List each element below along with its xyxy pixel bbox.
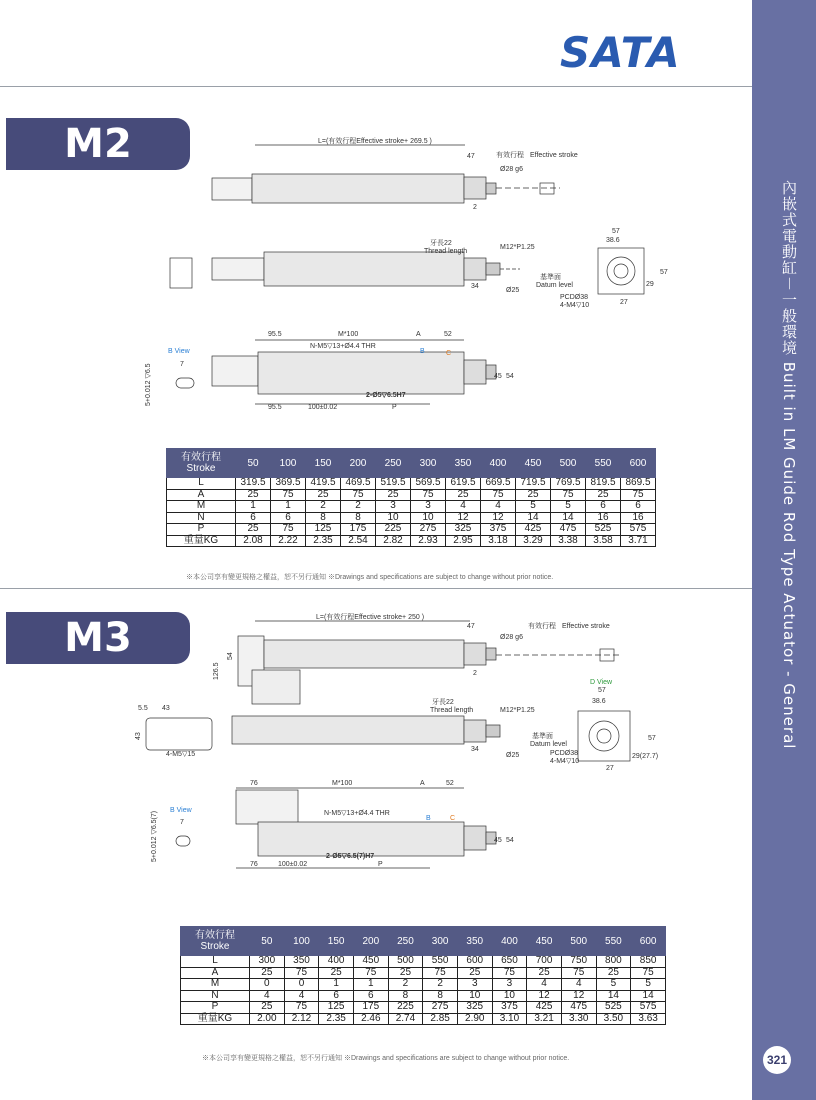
m2-d25: Ø25 — [506, 287, 520, 294]
m3-stroke-en: Effective stroke — [562, 623, 610, 630]
table-cell: 6 — [271, 512, 306, 524]
stroke-header-cell: 250 — [376, 449, 411, 478]
row-label: A — [181, 967, 250, 979]
row-label: A — [167, 489, 236, 501]
table-cell: 75 — [481, 489, 516, 501]
table-cell: 475 — [551, 524, 586, 536]
m3-tag: M3 — [6, 612, 190, 664]
table-cell: 1 — [271, 501, 306, 513]
table-cell: 75 — [631, 967, 666, 979]
table-cell: 2.22 — [271, 535, 306, 547]
stroke-header-cell: 450 — [527, 927, 562, 956]
table-cell: 3 — [376, 501, 411, 513]
table-cell: 75 — [561, 967, 596, 979]
table-cell: 3.30 — [561, 1013, 596, 1025]
table-cell: 600 — [457, 956, 492, 968]
m3-m100: M*100 — [332, 780, 353, 787]
table-cell: 2.74 — [388, 1013, 423, 1025]
m2-holes: 4-M4▽10 — [560, 302, 590, 309]
m2-thread-zh: 牙長22 — [430, 240, 452, 247]
m3-c: C — [450, 815, 456, 822]
m3-d126-5: 126.5 — [213, 662, 220, 680]
table-cell: 25 — [306, 489, 341, 501]
table-cell: 8 — [341, 512, 376, 524]
m2-d29: 29 — [646, 281, 654, 288]
m2-stroke-header: 有效行程 Stroke — [167, 449, 236, 478]
table-cell: 75 — [551, 489, 586, 501]
table-cell: 25 — [446, 489, 481, 501]
table-cell: 12 — [561, 990, 596, 1002]
m2-d54: 54 — [506, 373, 514, 380]
row-label: P — [181, 1002, 250, 1014]
table-cell: 300 — [250, 956, 285, 968]
m2-d27: 27 — [620, 299, 628, 306]
m3-l-formula: L=(有效行程Effective stroke+ 250 ) — [316, 614, 425, 621]
table-cell: 275 — [411, 524, 446, 536]
table-cell: 6 — [586, 501, 621, 513]
table-cell: 325 — [446, 524, 481, 536]
brand-logo: SATA — [560, 28, 681, 77]
table-cell: 3.50 — [596, 1013, 631, 1025]
table-cell: 2 — [423, 979, 458, 991]
table-cell: 6 — [236, 512, 271, 524]
table-cell: 2.35 — [306, 535, 341, 547]
table-cell: 25 — [250, 967, 285, 979]
m3-b: B — [426, 815, 431, 822]
m3-d7: 7 — [180, 819, 184, 826]
m2-l-formula: L=(有效行程Effective stroke+ 269.5 ) — [318, 138, 432, 145]
m2-d57v: 57 — [660, 269, 668, 276]
m2-slot: 5+0.012 ▽6.5 — [145, 363, 152, 406]
m3-thread-zh: 牙長22 — [432, 699, 454, 706]
table-cell: 1 — [353, 979, 388, 991]
table-cell: 225 — [376, 524, 411, 536]
m3-da: A — [420, 780, 425, 787]
table-cell: 25 — [250, 1002, 285, 1014]
table-row — [181, 979, 666, 991]
stroke-header-cell: 250 — [388, 927, 423, 956]
table-cell: 1 — [319, 979, 354, 991]
row-label: L — [167, 478, 236, 490]
table-cell: 75 — [271, 489, 306, 501]
m2-tag: M2 — [6, 118, 190, 170]
m2-datum-zh: 基準面 — [540, 274, 561, 281]
table-cell: 319.5 — [236, 478, 271, 490]
m2-thread-en: Thread length — [424, 248, 468, 255]
table-cell: 75 — [411, 489, 446, 501]
table-cell: 869.5 — [621, 478, 656, 490]
table-cell: 3 — [492, 979, 527, 991]
stroke-header-cell: 150 — [319, 927, 354, 956]
m2-nm5: N-M5▽13+Ø4.4 THR — [310, 343, 376, 350]
row-label: 重量KG — [167, 535, 236, 547]
m3-dp: P — [378, 861, 383, 868]
row-label: N — [181, 990, 250, 1002]
table-cell: 3.38 — [551, 535, 586, 547]
stroke-header-cell: 300 — [423, 927, 458, 956]
m3-holes15: 4-M5▽15 — [166, 751, 196, 758]
table-row — [181, 1002, 666, 1014]
m3-bview: B View — [170, 807, 192, 814]
table-cell: 8 — [423, 990, 458, 1002]
table-cell: 400 — [319, 956, 354, 968]
table-cell: 375 — [492, 1002, 527, 1014]
stroke-header-cell: 50 — [236, 449, 271, 478]
table-cell: 525 — [596, 1002, 631, 1014]
m3-slot: 5+0.012 ▽6.5(7) — [151, 810, 158, 862]
table-cell: 3.58 — [586, 535, 621, 547]
row-label: M — [167, 501, 236, 513]
table-cell: 14 — [631, 990, 666, 1002]
table-cell: 16 — [586, 512, 621, 524]
table-cell: 669.5 — [481, 478, 516, 490]
table-cell: 4 — [250, 990, 285, 1002]
table-cell: 25 — [527, 967, 562, 979]
m2-d45: 45 — [494, 373, 502, 380]
m2-d95-5b: 95.5 — [268, 404, 282, 411]
table-cell: 10 — [411, 512, 446, 524]
table-cell: 12 — [481, 512, 516, 524]
table-cell: 4 — [284, 990, 319, 1002]
table-cell: 3.29 — [516, 535, 551, 547]
table-cell: 125 — [306, 524, 341, 536]
m2-d57: 57 — [612, 228, 620, 235]
table-cell: 769.5 — [551, 478, 586, 490]
table-cell: 575 — [621, 524, 656, 536]
table-cell: 2 — [341, 501, 376, 513]
m3-d57v: 57 — [648, 735, 656, 742]
table-cell: 3 — [457, 979, 492, 991]
table-cell: 4 — [561, 979, 596, 991]
table-row — [181, 967, 666, 979]
stroke-header-cell: 600 — [631, 927, 666, 956]
table-cell: 3.71 — [621, 535, 656, 547]
m3-d57: 57 — [598, 687, 606, 694]
table-cell: 819.5 — [586, 478, 621, 490]
m2-d38-6: 38.6 — [606, 237, 620, 244]
table-cell: 425 — [516, 524, 551, 536]
m3-d5-5: 5.5 — [138, 705, 148, 712]
table-cell: 3.10 — [492, 1013, 527, 1025]
table-cell: 2.85 — [423, 1013, 458, 1025]
m3-d43: 43 — [162, 705, 170, 712]
table-cell: 2.12 — [284, 1013, 319, 1025]
table-cell: 700 — [527, 956, 562, 968]
stroke-header-cell: 200 — [341, 449, 376, 478]
m3-d34: 34 — [471, 746, 479, 753]
table-cell: 0 — [284, 979, 319, 991]
table-cell: 3.63 — [631, 1013, 666, 1025]
table-cell: 469.5 — [341, 478, 376, 490]
m2-c: C — [446, 350, 452, 357]
table-cell: 14 — [596, 990, 631, 1002]
table-cell: 4 — [481, 501, 516, 513]
table-cell: 2.54 — [341, 535, 376, 547]
table-cell: 25 — [376, 489, 411, 501]
m3-holes: 4-M4▽10 — [550, 758, 580, 765]
table-cell: 10 — [457, 990, 492, 1002]
stroke-header-cell: 450 — [516, 449, 551, 478]
table-cell: 25 — [236, 524, 271, 536]
m3-d45: 45 — [494, 837, 502, 844]
stroke-header-cell: 350 — [446, 449, 481, 478]
stroke-header-cell: 100 — [271, 449, 306, 478]
m2-d100: 100±0.02 — [308, 404, 338, 411]
table-cell: 14 — [551, 512, 586, 524]
table-cell: 14 — [516, 512, 551, 524]
m3-note: ※本公司享有變更規格之權益，恕不另行通知 ※Drawings and specifications are subject to change without prior notice. — [202, 1055, 570, 1062]
table-cell: 2.00 — [250, 1013, 285, 1025]
table-cell: 5 — [516, 501, 551, 513]
table-cell: 6 — [621, 501, 656, 513]
m2-datum-en: Datum level — [536, 282, 573, 289]
table-cell: 750 — [561, 956, 596, 968]
m3-datum-en: Datum level — [530, 741, 567, 748]
table-cell: 2.82 — [376, 535, 411, 547]
table-cell: 325 — [457, 1002, 492, 1014]
table-cell: 16 — [621, 512, 656, 524]
m3-pin: 2-Ø5▽6.5(7)H7 — [326, 853, 375, 860]
table-cell: 25 — [516, 489, 551, 501]
m2-d52: 52 — [444, 331, 452, 338]
m3-d76b: 76 — [250, 861, 258, 868]
table-cell: 10 — [376, 512, 411, 524]
m3-d76a: 76 — [250, 780, 258, 787]
stroke-header-cell: 550 — [596, 927, 631, 956]
table-cell: 25 — [319, 967, 354, 979]
table-cell: 375 — [481, 524, 516, 536]
table-cell: 6 — [319, 990, 354, 1002]
table-cell: 500 — [388, 956, 423, 968]
table-cell: 5 — [596, 979, 631, 991]
table-row — [181, 990, 666, 1002]
m3-d29: 29(27.7) — [632, 753, 659, 760]
table-cell: 2.08 — [236, 535, 271, 547]
stroke-header-cell: 200 — [353, 927, 388, 956]
table-cell: 75 — [423, 967, 458, 979]
m2-dp: P — [392, 404, 397, 411]
table-cell: 12 — [527, 990, 562, 1002]
m2-da: A — [416, 331, 421, 338]
table-cell: 12 — [446, 512, 481, 524]
table-cell: 4 — [446, 501, 481, 513]
table-cell: 475 — [561, 1002, 596, 1014]
table-cell: 5 — [631, 979, 666, 991]
m3-d43v: 43 — [135, 732, 142, 740]
table-cell: 75 — [284, 1002, 319, 1014]
table-cell: 3.18 — [481, 535, 516, 547]
table-cell: 550 — [423, 956, 458, 968]
m2-note: ※本公司享有變更規格之權益，恕不另行通知 ※Drawings and specifications are subject to change without prior notice. — [186, 574, 554, 581]
table-cell: 425 — [527, 1002, 562, 1014]
table-cell: 75 — [271, 524, 306, 536]
row-label: N — [167, 512, 236, 524]
table-row — [181, 1013, 666, 1025]
m3-nm5: N-M5▽13+Ø4.4 THR — [324, 810, 390, 817]
table-cell: 5 — [551, 501, 586, 513]
table-cell: 25 — [236, 489, 271, 501]
m3-stroke-label: 有效行程 — [528, 623, 556, 630]
m2-pcd: PCDØ38 — [560, 294, 589, 301]
stroke-header-cell: 400 — [481, 449, 516, 478]
m2-bview: B View — [168, 348, 190, 355]
table-cell: 25 — [586, 489, 621, 501]
row-label: 重量KG — [181, 1013, 250, 1025]
stroke-header-cell: 100 — [284, 927, 319, 956]
table-cell: 6 — [353, 990, 388, 1002]
m2-d7: 7 — [180, 361, 184, 368]
stroke-header-cell: 500 — [561, 927, 596, 956]
table-cell: 850 — [631, 956, 666, 968]
table-cell: 75 — [341, 489, 376, 501]
m3-d38-6: 38.6 — [592, 698, 606, 705]
table-cell: 719.5 — [516, 478, 551, 490]
table-cell: 25 — [457, 967, 492, 979]
table-cell: 575 — [631, 1002, 666, 1014]
table-cell: 2 — [388, 979, 423, 991]
stroke-header-cell: 350 — [457, 927, 492, 956]
m3-d52: 52 — [446, 780, 454, 787]
m3-pcd: PCDØ38 — [550, 750, 579, 757]
table-cell: 2 — [306, 501, 341, 513]
m3-thread-en: Thread length — [430, 707, 474, 714]
table-cell: 75 — [621, 489, 656, 501]
table-cell: 275 — [423, 1002, 458, 1014]
table-row — [181, 956, 666, 968]
table-cell: 8 — [306, 512, 341, 524]
stroke-header-cell: 500 — [551, 449, 586, 478]
m2-d95-5a: 95.5 — [268, 331, 282, 338]
m3-datum-zh: 基準面 — [532, 733, 553, 740]
table-cell: 619.5 — [446, 478, 481, 490]
m3-d27: 27 — [606, 765, 614, 772]
m2-b: B — [420, 348, 425, 355]
table-cell: 225 — [388, 1002, 423, 1014]
table-cell: 75 — [353, 967, 388, 979]
stroke-header-cell: 150 — [306, 449, 341, 478]
table-cell: 3.21 — [527, 1013, 562, 1025]
table-cell: 450 — [353, 956, 388, 968]
m3-stroke-header: 有效行程 Stroke — [181, 927, 250, 956]
m2-pin: 2-Ø5▽6.5H7 — [366, 392, 406, 399]
row-label: M — [181, 979, 250, 991]
table-cell: 4 — [527, 979, 562, 991]
table-cell: 569.5 — [411, 478, 446, 490]
table-cell: 3 — [411, 501, 446, 513]
table-cell: 75 — [492, 967, 527, 979]
m2-d47: 47 — [467, 153, 475, 160]
table-cell: 25 — [388, 967, 423, 979]
m2-m12: M12*P1.25 — [500, 244, 535, 251]
table-cell: 25 — [596, 967, 631, 979]
table-cell: 800 — [596, 956, 631, 968]
row-label: P — [167, 524, 236, 536]
m2-m100: M*100 — [338, 331, 359, 338]
table-cell: 175 — [341, 524, 376, 536]
m2-d2: 2 — [473, 204, 477, 211]
side-title: 內嵌式電動缸－一般環境 Built in LM Guide Rod Type Actuator - General — [780, 180, 798, 750]
table-cell: 369.5 — [271, 478, 306, 490]
table-cell: 650 — [492, 956, 527, 968]
table-cell: 175 — [353, 1002, 388, 1014]
table-cell: 350 — [284, 956, 319, 968]
stroke-header-cell: 50 — [250, 927, 285, 956]
table-cell: 125 — [319, 1002, 354, 1014]
m2-d34: 34 — [471, 283, 479, 290]
page-number: 321 — [763, 1046, 791, 1074]
m3-d25: Ø25 — [506, 752, 520, 759]
table-cell: 8 — [388, 990, 423, 1002]
table-cell: 2.90 — [457, 1013, 492, 1025]
table-cell: 419.5 — [306, 478, 341, 490]
table-cell: 0 — [250, 979, 285, 991]
m3-d2: 2 — [473, 670, 477, 677]
table-cell: 2.95 — [446, 535, 481, 547]
m2-stroke-label: 有效行程 — [496, 152, 524, 159]
m2-shaft: Ø28 g6 — [500, 166, 523, 173]
m3-shaft: Ø28 g6 — [500, 634, 523, 641]
m3-m12: M12*P1.25 — [500, 707, 535, 714]
table-cell: 519.5 — [376, 478, 411, 490]
m3-d54: 54 — [227, 652, 234, 660]
table-cell: 1 — [236, 501, 271, 513]
m3-d47: 47 — [467, 623, 475, 630]
stroke-header-cell: 400 — [492, 927, 527, 956]
stroke-header-cell: 550 — [586, 449, 621, 478]
table-cell: 2.35 — [319, 1013, 354, 1025]
row-label: L — [181, 956, 250, 968]
stroke-header-cell: 600 — [621, 449, 656, 478]
table-cell: 525 — [586, 524, 621, 536]
table-cell: 2.93 — [411, 535, 446, 547]
stroke-header-cell: 300 — [411, 449, 446, 478]
table-cell: 75 — [284, 967, 319, 979]
m3-d100: 100±0.02 — [278, 861, 308, 868]
m2-stroke-en: Effective stroke — [530, 152, 578, 159]
m3-dview: D View — [590, 679, 613, 686]
table-cell: 10 — [492, 990, 527, 1002]
m3-d54b: 54 — [506, 837, 514, 844]
m3-spec-table — [180, 926, 666, 1025]
table-cell: 2.46 — [353, 1013, 388, 1025]
